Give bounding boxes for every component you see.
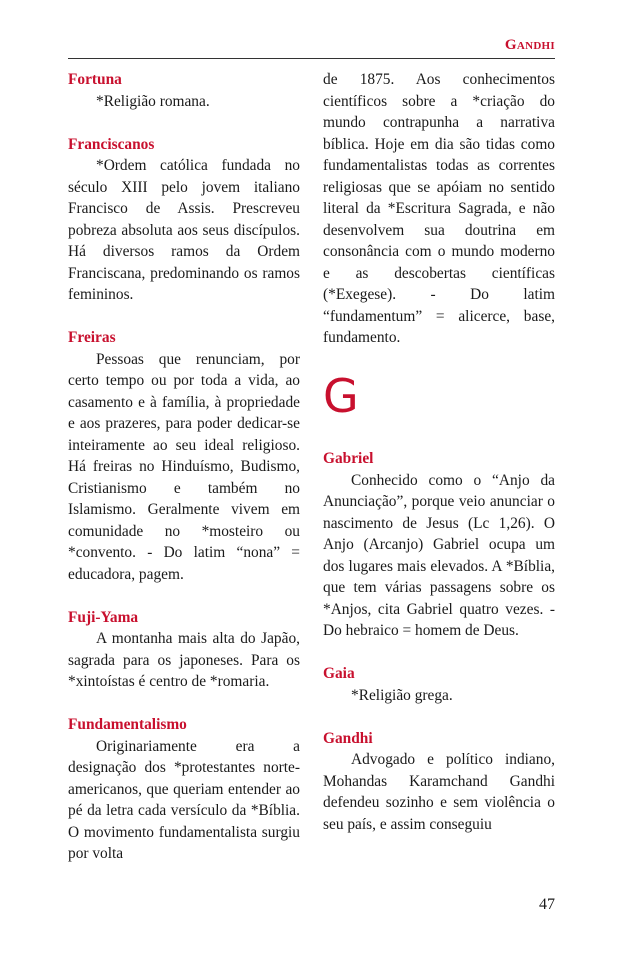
entry-term: Gandhi [323, 729, 373, 747]
page-number: 47 [539, 896, 555, 913]
entry-freiras [68, 327, 300, 585]
entry-gabriel [323, 448, 555, 642]
entry-term: Gabriel [323, 450, 374, 467]
entry-term: Franciscanos [68, 135, 155, 153]
entry-fuji-yama [68, 607, 300, 693]
entry-franciscanos [68, 134, 300, 306]
right-column [323, 69, 555, 857]
entry-term: Gaia [323, 665, 355, 682]
left-column [68, 69, 300, 886]
entry-definition: Conhecido como o “Anjo da Anunciação”, porque veio anunciar o nascimento de Jesus (Lc 1,26). O Anjo (Arcanjo) Gabriel ocupa um dos lugares mais elevados. A *Bíblia, que tem várias passagens sobre os *Anjos, cita Gabriel quatro vezes. - Do hebraico = homem de Deus. [323, 471, 555, 639]
entry-definition: A montanha mais alta do Japão, sagrada para os japoneses. Para os *xintoístas é centro de *romaria. [68, 630, 300, 690]
entry-fundamentalismo [68, 714, 300, 865]
entry-fortuna [68, 69, 300, 112]
entry-term: Fuji-Yama [68, 608, 139, 626]
entry-term: Freiras [68, 329, 116, 346]
entry-continuation: de 1875. Aos conhecimentos científicos sobre a *criação do mundo contrapunha a narrativa bíblica. Hoje em dia são tidas como fundamentalistas todas as correntes religiosas que se apóiam no sentido literal da *Escritura Sagrada, e não desenvolvem sua doutrina em consonância com o mundo moderno e as descobertas científicas (*Exegese). - Do latim “fundamentum” = alicerce, base, fundamento. [323, 71, 555, 346]
running-head: Gandhi [504, 37, 555, 53]
entry-definition: *Religião grega. [351, 686, 453, 704]
page-header [68, 26, 555, 59]
entry-definition: *Religião romana. [96, 92, 210, 110]
entry-definition: Originariamente era a designação dos *protestantes norte-americanos, que queriam entender ao pé da letra cada versículo da *Bíblia. O movimento fundamentalista surgiu por volta [68, 737, 300, 862]
entry-gaia [323, 663, 555, 706]
entry-term: Fundamentalismo [68, 716, 187, 733]
entry-gandhi [323, 728, 555, 836]
entry-definition: Advogado e político indiano, Mohandas Karamchand Gandhi defendeu sozinho e sem violência o seu país, e assim conseguiu [323, 751, 555, 833]
entry-definition: Pessoas que renunciam, por certo tempo ou por toda a vida, ao casamento e à família, à propriedade e aos prazeres, para poder dedicar-se inteiramente ao seu ideal religioso. Há freiras no Hinduísmo, Budismo, Cristianismo e também no Islamismo. Geralmente vivem em comunidade no *mosteiro ou *convento. - Do latim “nona” = educadora, pagem. [68, 350, 300, 583]
entry-definition: *Ordem católica fundada no século XIII pelo jovem italiano Francisco de Assis. Prescreveu pobreza absoluta aos seus discípulos. Há diversos ramos da Ordem Franciscana, predominando os ramos femininos. [68, 157, 300, 303]
entry-term: Fortuna [68, 71, 122, 88]
section-letter: G [323, 369, 359, 423]
